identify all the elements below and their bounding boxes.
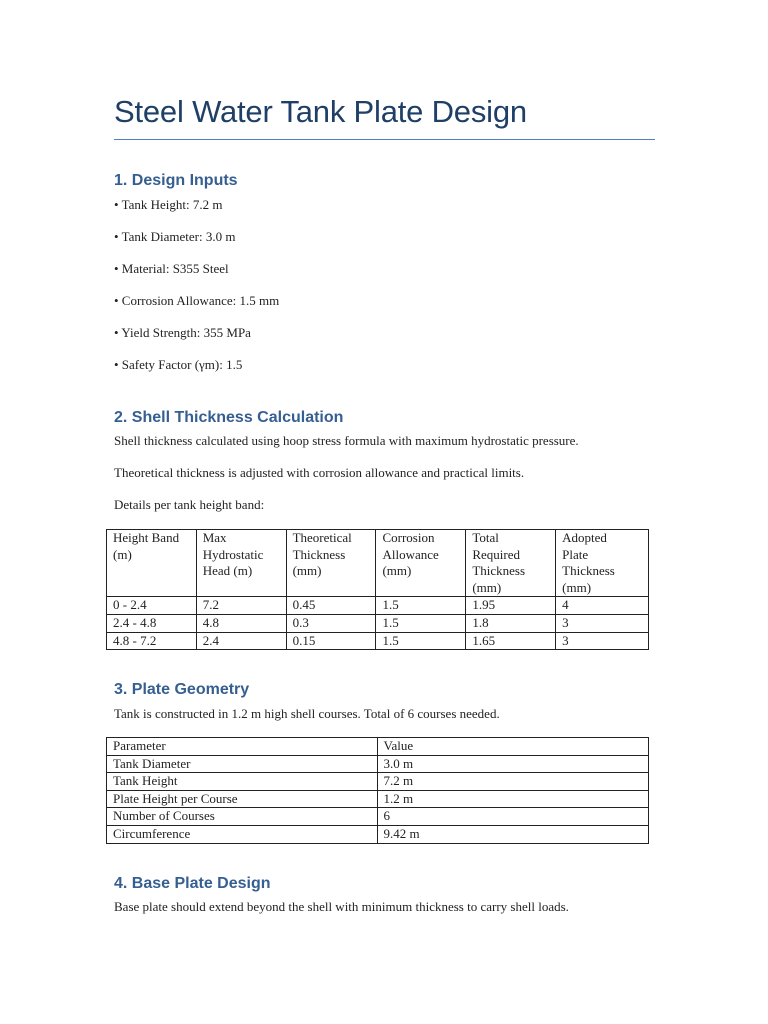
header-line: Hydrostatic (202, 546, 264, 562)
header-line: Thickness (292, 546, 346, 562)
table-row (107, 773, 649, 791)
table-cell: 3.0 m (377, 755, 648, 773)
table-cell: 6 (377, 808, 648, 826)
table-cell: Circumference (107, 825, 378, 843)
section-heading-design-inputs: 1. Design Inputs (114, 172, 238, 189)
bullet-safety-factor: • Safety Factor (γm): 1.5 (114, 357, 243, 372)
header-line: Height Band (113, 530, 180, 545)
table-header-row (107, 530, 649, 597)
table-cell: Tank Diameter (107, 755, 378, 773)
header-line: Thickness (562, 563, 615, 579)
header-line: Required (472, 546, 520, 562)
table-cell: 0.3 (286, 614, 376, 632)
header-line: Theoretical (292, 530, 352, 545)
table-cell: 4.8 - 7.2 (107, 632, 197, 650)
paragraph-shell-courses: Tank is constructed in 1.2 m high shell courses. Total of 6 courses needed. (114, 706, 500, 721)
bullet-tank-diameter: • Tank Diameter: 3.0 m (114, 229, 236, 244)
bullet-yield-strength: • Yield Strength: 355 MPa (114, 325, 251, 340)
header-cell-total-required (466, 530, 556, 597)
section-heading-shell-thickness: 2. Shell Thickness Calculation (114, 409, 344, 426)
table-row (107, 597, 649, 615)
table-row (107, 614, 649, 632)
table-cell: 1.5 (376, 614, 466, 632)
table-cell: 3 (556, 632, 649, 650)
paragraph-shell-formula: Shell thickness calculated using hoop stress formula with maximum hydrostatic pressure. (114, 433, 579, 448)
table-header-row (107, 738, 649, 756)
header-line: Corrosion (382, 530, 435, 545)
table-row (107, 755, 649, 773)
header-line: Total (472, 530, 499, 545)
header-line: (mm) (472, 579, 502, 595)
header-line: (mm) (382, 563, 412, 579)
table-cell: 2.4 - 4.8 (107, 614, 197, 632)
bullet-tank-height: • Tank Height: 7.2 m (114, 197, 223, 212)
header-cell-corrosion-allowance (376, 530, 466, 597)
table-cell: 4 (556, 597, 649, 615)
paragraph-base-plate: Base plate should extend beyond the shell with minimum thickness to carry shell loads. (114, 899, 569, 914)
table-cell: 7.2 m (377, 773, 648, 791)
table-cell: 2.4 (196, 632, 286, 650)
table-cell: 9.42 m (377, 825, 648, 843)
table-row (107, 825, 649, 843)
table-cell: 4.8 (196, 614, 286, 632)
document-title: Steel Water Tank Plate Design (114, 94, 527, 129)
header-cell-height-band (107, 530, 197, 597)
header-line: Thickness (472, 563, 526, 579)
header-line: Max (202, 530, 227, 545)
table-cell: 0 - 2.4 (107, 597, 197, 615)
table-row (107, 790, 649, 808)
table-cell: 1.8 (466, 614, 556, 632)
shell-thickness-table (106, 529, 649, 650)
table-row (107, 808, 649, 826)
header-line: Head (m) (202, 563, 253, 579)
header-line: (mm) (292, 563, 322, 579)
header-cell-parameter: Parameter (107, 738, 378, 756)
header-cell-adopted-plate (556, 530, 649, 597)
table-cell: 7.2 (196, 597, 286, 615)
header-line: Plate (562, 546, 589, 562)
table-cell: 1.5 (376, 597, 466, 615)
header-cell-value: Value (377, 738, 648, 756)
bullet-corrosion-allowance: • Corrosion Allowance: 1.5 mm (114, 293, 280, 308)
table-cell: 1.95 (466, 597, 556, 615)
table-cell: 1.65 (466, 632, 556, 650)
table-cell: 0.45 (286, 597, 376, 615)
bullet-material: • Material: S355 Steel (114, 261, 229, 276)
section-heading-base-plate: 4. Base Plate Design (114, 875, 271, 892)
header-line: (m) (113, 546, 132, 562)
header-line: Allowance (382, 546, 439, 562)
header-cell-max-head (196, 530, 286, 597)
table-cell: Number of Courses (107, 808, 378, 826)
header-line: (mm) (562, 579, 592, 595)
table-cell: 1.2 m (377, 790, 648, 808)
paragraph-theoretical-adjusted: Theoretical thickness is adjusted with corrosion allowance and practical limits. (114, 465, 525, 480)
table-cell: Plate Height per Course (107, 790, 378, 808)
header-line: Adopted (562, 530, 607, 545)
header-cell-theoretical-thickness (286, 530, 376, 597)
plate-geometry-table (106, 737, 649, 844)
table-cell: Tank Height (107, 773, 378, 791)
table-cell: 3 (556, 614, 649, 632)
paragraph-details-band: Details per tank height band: (114, 497, 265, 512)
table-cell: 1.5 (376, 632, 466, 650)
title-underline (114, 139, 655, 140)
table-row (107, 632, 649, 650)
table-cell: 0.15 (286, 632, 376, 650)
section-heading-plate-geometry: 3. Plate Geometry (114, 681, 250, 698)
